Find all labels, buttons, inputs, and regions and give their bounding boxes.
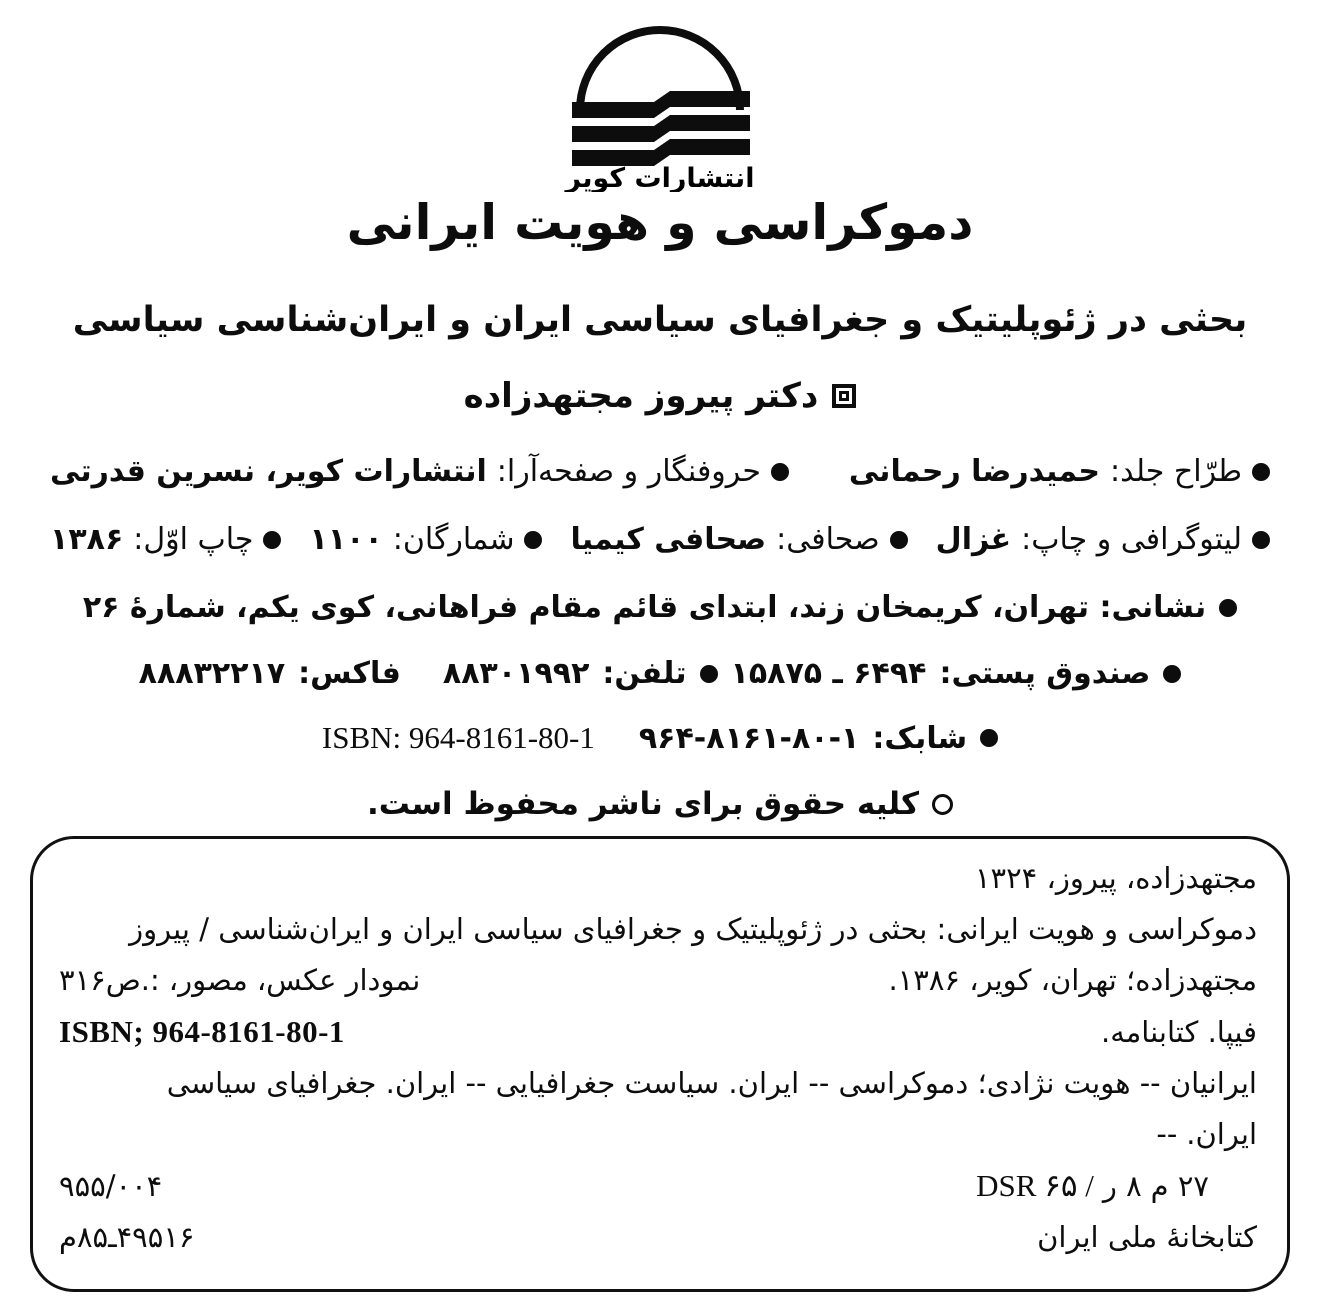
publisher-logo — [552, 6, 768, 196]
cip-pages: ۳۱۶ص.: — [59, 963, 160, 997]
open-circle-icon — [932, 794, 953, 815]
kavir-dome-strata-icon — [552, 6, 768, 192]
cip-cutter-1: ر ۸ — [1102, 1169, 1142, 1203]
fax-label: فاکس: — [298, 656, 401, 691]
cip-call-number — [976, 1160, 1209, 1212]
design-label: طرّاح جلد: — [1110, 454, 1242, 489]
book-subtitle: بحثی در ژئوپلیتیک و جغرافیای سیاسی ایران و ایران‌شناسی سیاسی — [72, 300, 1248, 340]
cip-subjects-continuation — [59, 1109, 1257, 1160]
circulation-label: شمارگان: — [392, 522, 515, 557]
cip-desc-seg: نمودار — [345, 963, 421, 997]
cip-fipa-row — [59, 1006, 1257, 1058]
square-in-square-icon — [832, 384, 856, 408]
edition-value: ۱۳۸۶ — [50, 522, 124, 557]
credits-design-line — [50, 450, 1270, 494]
binding-value: صحافی کیمیا — [570, 522, 767, 557]
fax-value: ۸۸۸۳۲۲۱۷ — [138, 656, 286, 691]
cip-library-row — [59, 1212, 1257, 1263]
bullet-icon — [263, 531, 281, 549]
binding-label: صحافی: — [776, 522, 880, 557]
cip-dewey-number: ۹۵۵/۰۰۴ — [59, 1169, 163, 1203]
litho-label: لیتوگرافی و چاپ: — [1021, 522, 1242, 557]
cip-isbn: ISBN; 964-8161-80-1 — [59, 1014, 345, 1049]
bullet-icon — [524, 531, 542, 549]
cip-subjects-line: ایرانیان -- هویت نژادی؛ دموکراسی -- ایران. سیاست جغرافیایی -- ایران. جغرافیای سیاسی — [166, 1066, 1257, 1100]
cip-callnumber-row — [59, 1160, 1257, 1212]
address-line — [50, 586, 1270, 630]
isbn-label: شابک: — [872, 720, 968, 756]
bullet-icon — [1252, 463, 1270, 481]
credits-print-line — [50, 518, 1270, 562]
cip-desc-seg: مصور، — [168, 963, 248, 997]
rights-line — [50, 782, 1270, 827]
cip-publication-row — [59, 955, 1257, 1006]
contact-line — [50, 652, 1270, 696]
cip-national-library: کتابخانهٔ ملی ایران — [1037, 1220, 1257, 1254]
cip-box — [30, 836, 1290, 1292]
cip-dashes: -- — [1156, 1117, 1178, 1151]
rights-text: کلیه حقوق برای ناشر محفوظ است. — [366, 786, 920, 822]
edition-label: چاپ اوّل: — [133, 522, 254, 557]
typeset-value: انتشارات کویر، نسرین قدرتی — [50, 454, 487, 489]
bullet-icon — [980, 729, 998, 747]
design-value: حمیدرضا رحمانی — [848, 454, 1100, 489]
typeset-label: حروفنگار و صفحه‌آرا: — [496, 454, 761, 489]
cip-fipa-note: فیپا. کتابنامه. — [1101, 1015, 1257, 1049]
cip-cutter-2: م ۲۷ — [1150, 1169, 1209, 1203]
phone-label: تلفن: — [602, 656, 687, 691]
cip-bibliography-number: م۸۵ـ۴۹۵۱۶ — [59, 1220, 195, 1254]
author-name: دکتر پیروز مجتهدزاده — [463, 376, 819, 416]
cip-desc-seg: عکس، — [256, 963, 337, 997]
bullet-icon — [1163, 665, 1181, 683]
cip-dsr: DSR ۶۵ / — [976, 1168, 1094, 1203]
publisher-logo-text: انتشارات کویر — [565, 163, 755, 192]
address-text: نشانی: تهران، کریمخان زند، ابتدای قائم مقام فراهانی، کوی یکم، شمارهٔ ۲۶ — [82, 590, 1207, 625]
pobox-label: صندوق پستی: — [939, 656, 1151, 691]
pobox-value: ۱۵۸۷۵ ـ ۶۴۹۴ — [730, 656, 927, 691]
phone-value: ۸۸۳۰۱۹۹۲ — [442, 656, 590, 691]
cip-author-line: مجتهدزاده، پیروز، ۱۳۲۴ — [974, 861, 1257, 895]
litho-value: غزال — [935, 522, 1012, 557]
author-line — [0, 376, 1320, 416]
bullet-icon — [771, 463, 789, 481]
circulation-value: ۱۱۰۰ — [309, 522, 383, 557]
cip-physical-desc — [59, 955, 420, 1006]
bullet-icon — [890, 531, 908, 549]
cip-publication: مجتهدزاده؛ تهران، کویر، ۱۳۸۶. — [888, 963, 1257, 997]
bullet-icon — [1252, 531, 1270, 549]
cip-title-line: دموکراسی و هویت ایرانی: بحثی در ژئوپلیتیک و جغرافیای سیاسی ایران و ایران‌شناسی / پیروز — [129, 912, 1257, 946]
isbn-en: ISBN: 964-8161-80-1 — [321, 720, 595, 755]
bullet-icon — [700, 665, 718, 683]
book-title: دموکراسی و هویت ایرانی — [346, 194, 974, 251]
isbn-line — [50, 716, 1270, 761]
cip-subject-word: ایران. — [1186, 1117, 1257, 1151]
bullet-icon — [1219, 599, 1237, 617]
isbn-fa: ۹۶۴-۸۱۶۱-۸۰-۱ — [638, 720, 860, 756]
